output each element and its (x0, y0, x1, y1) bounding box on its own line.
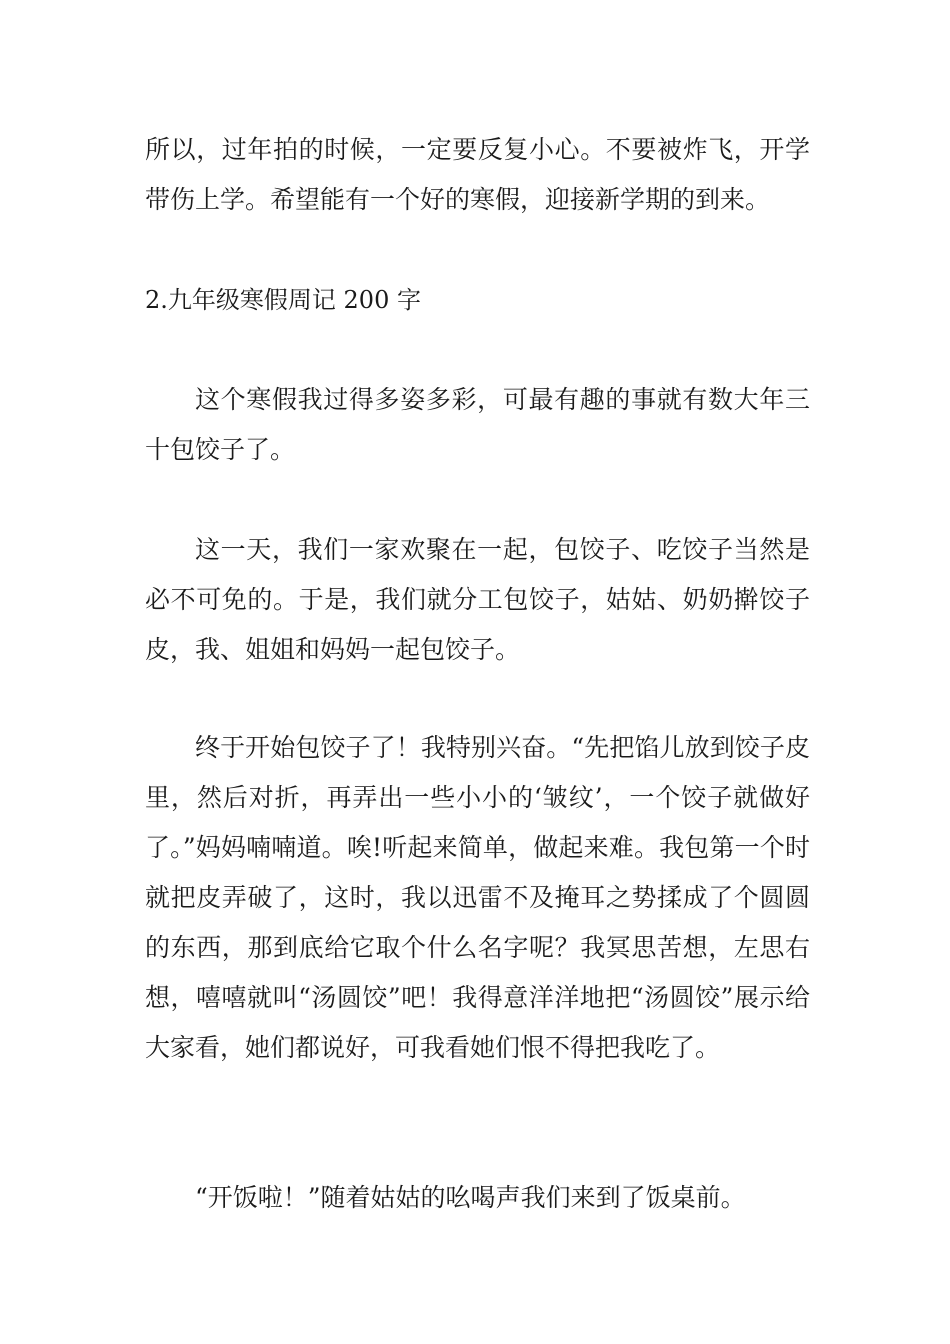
paragraph-family-gathering: 这一天，我们一家欢聚在一起，包饺子、吃饺子当然是必不可免的。于是，我们就分工包饺子，姑姑、奶奶擀饺子皮，我、姐姐和妈妈一起包饺子。 (145, 535, 810, 664)
paragraph-closing-previous: 所以，过年拍的时候，一定要反复小心。不要被炸飞，开学带伤上学。希望能有一个好的寒假，迎接新学期的到来。 (145, 135, 810, 214)
paragraph-dinner-call: “开饭啦！”随着姑姑的吆喝声我们来到了饭桌前。 (195, 1183, 746, 1212)
paragraph-making-dumplings: 终于开始包饺子了！我特别兴奋。“先把馅儿放到饺子皮里，然后对折，再弄出一些小小的‘皱纹’，一个饺子就做好了。”妈妈喃喃道。唉!听起来简单，做起来难。我包第一个时就把皮弄破了，这时，我以迅雷不及掩耳之势揉成了个圆圆的东西，那到底给它取个什么名字呢？我冥思苦想，左思右想，嘻嘻就叫“汤圆饺”吧！我得意洋洋地把“汤圆饺”展示给大家看，她们都说好，可我看她们恨不得把我吃了。 (145, 733, 810, 1062)
paragraph-intro: 这个寒假我过得多姿多彩，可最有趣的事就有数大年三十包饺子了。 (145, 385, 810, 464)
section-heading: 2.九年级寒假周记 200 字 (145, 286, 421, 314)
